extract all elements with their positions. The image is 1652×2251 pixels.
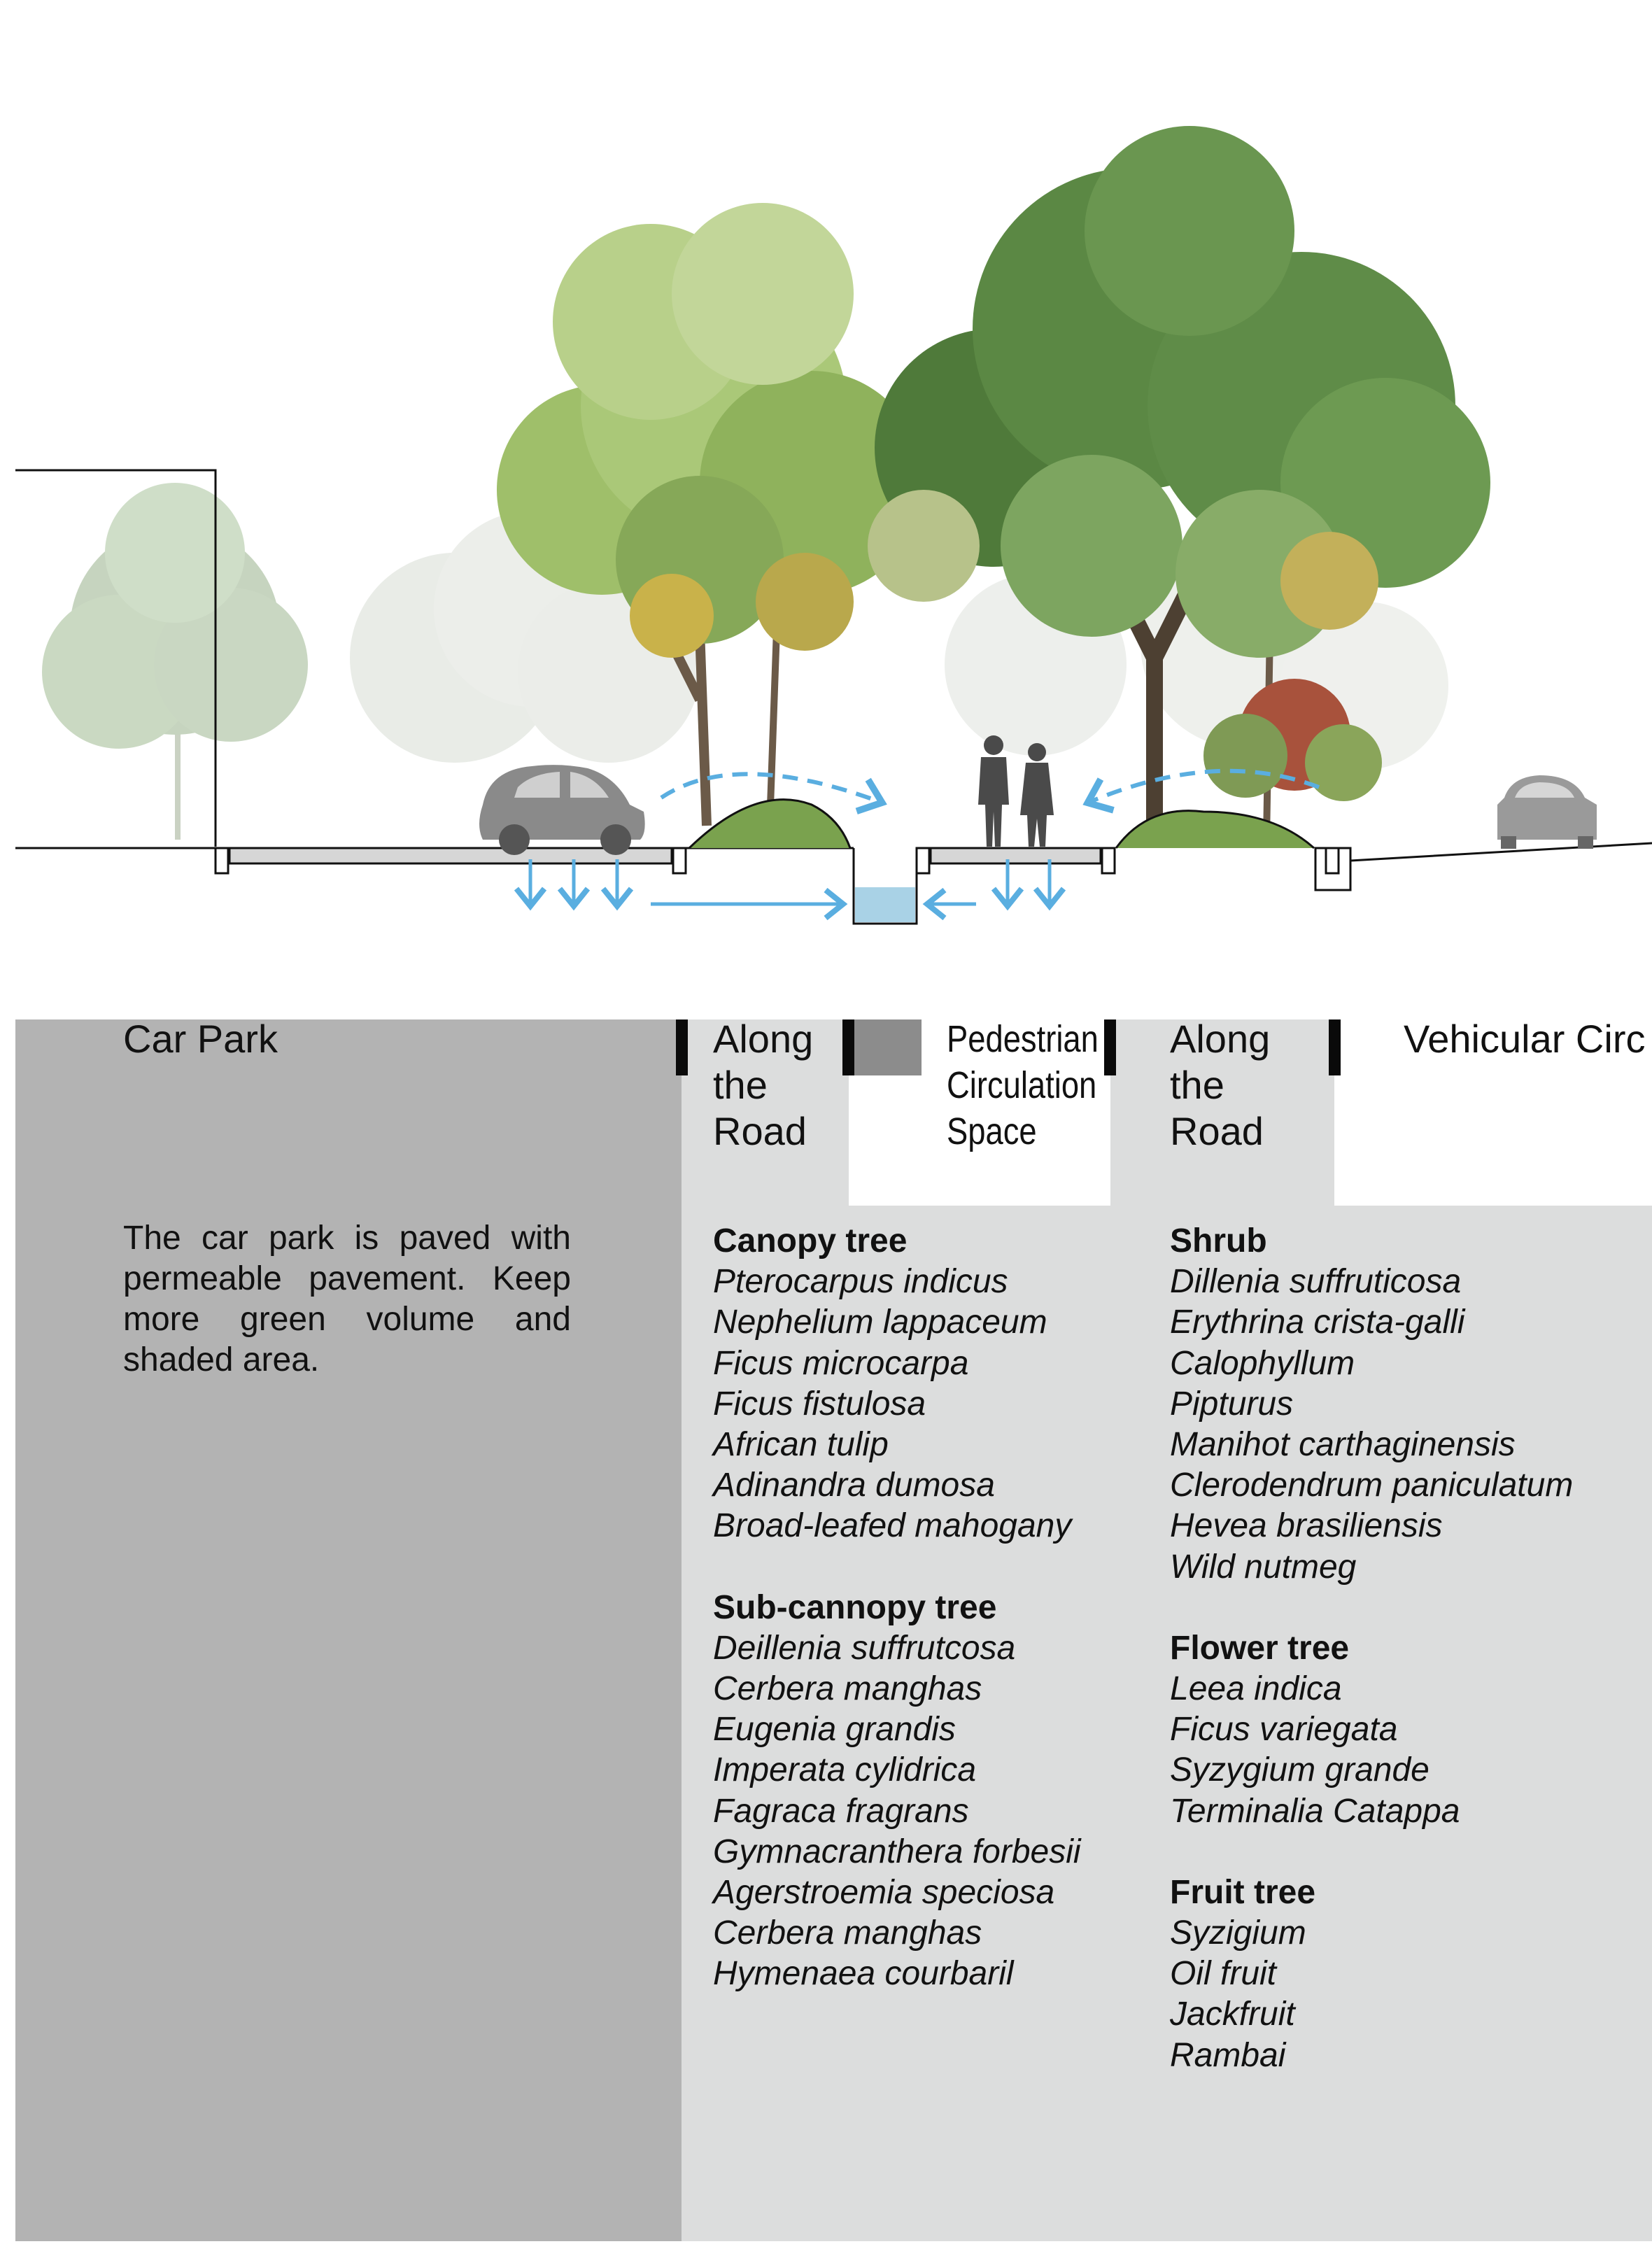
plant-species: Ficus microcarpa — [713, 1344, 969, 1382]
car-front-icon — [1497, 775, 1597, 849]
plant-group — [1170, 1872, 1573, 2076]
plant-species: Adinandra dumosa — [713, 1467, 995, 1504]
zone-label-line: Road — [1170, 1109, 1264, 1153]
plant-list-left — [713, 1221, 1081, 2035]
plant-group-title: Canopy tree — [713, 1222, 908, 1259]
plant-species: Terminalia Catappa — [1170, 1792, 1460, 1830]
plant-species: Calophyllum — [1170, 1344, 1355, 1382]
zone-divider — [1329, 1019, 1341, 1075]
plant-species-list — [1170, 1262, 1573, 1588]
plant-group-title: Shrub — [1170, 1222, 1267, 1259]
zone-label-line: Space — [947, 1110, 1037, 1152]
zone-label-pedestrian — [947, 1016, 1099, 1155]
zone-label-line: Along — [713, 1017, 814, 1061]
plant-species: Wild nutmeg — [1170, 1548, 1357, 1586]
pedestrian-swatch — [854, 1019, 922, 1075]
zone-divider — [842, 1019, 854, 1075]
plant-species-list — [713, 1628, 1081, 1995]
plant-species: Pipturus — [1170, 1385, 1294, 1423]
zone-label-line: Circulation — [947, 1064, 1097, 1106]
plant-species: Oil fruit — [1170, 1955, 1277, 1993]
plant-species: Cerbera manghas — [713, 1670, 982, 1708]
plant-species-list — [1170, 1669, 1573, 1832]
zone-label-line: Along — [1170, 1017, 1271, 1061]
plant-group-title: Sub-cannopy tree — [713, 1588, 997, 1626]
zone-label-vehicular: Vehicular Circ — [1404, 1017, 1646, 1061]
plant-species: Ficus variegata — [1170, 1711, 1398, 1749]
plant-group — [713, 1221, 1081, 1547]
plant-species: Syzygium grande — [1170, 1751, 1429, 1789]
street-section-illustration — [0, 0, 1652, 966]
car-park-description: The car park is paved with permeable pavement. Keep more green volume and shaded area. — [123, 1220, 571, 1378]
drainage-water — [855, 887, 915, 922]
plant-species: Rambai — [1170, 2036, 1286, 2074]
plant-species: Cerbera manghas — [713, 1914, 982, 1952]
plant-species: Hymenaea courbaril — [713, 1955, 1014, 1993]
plant-species: Deillenia suffrutcosa — [713, 1629, 1016, 1667]
plant-species: Pterocarpus indicus — [713, 1263, 1008, 1301]
planting-mound-left — [689, 800, 850, 848]
zone-label-line: Road — [713, 1109, 807, 1153]
planting-mound-right — [1116, 811, 1314, 848]
plant-species: Nephelium lappaceum — [713, 1304, 1047, 1341]
zone-label-line: the — [1170, 1063, 1224, 1107]
plant-group — [1170, 1628, 1573, 1832]
plant-species: Clerodendrum paniculatum — [1170, 1467, 1574, 1504]
plant-species-list — [713, 1262, 1081, 1546]
plant-species: Ficus fistulosa — [713, 1385, 926, 1423]
car-icon — [479, 765, 645, 855]
plant-group-title: Flower tree — [1170, 1629, 1350, 1667]
zone-divider — [1104, 1019, 1116, 1075]
zone-divider — [676, 1019, 688, 1075]
plant-species: Erythrina crista-galli — [1170, 1304, 1465, 1341]
plant-species: Eugenia grandis — [713, 1711, 956, 1749]
faded-tree-far-left — [42, 483, 308, 840]
zone-label-along-road-right — [1170, 1016, 1270, 1155]
plant-list-right — [1170, 1221, 1573, 2117]
plant-species: Jackfruit — [1170, 1996, 1295, 2033]
plant-group — [713, 1588, 1081, 1995]
plant-species: Leea indica — [1170, 1670, 1342, 1708]
car-park-panel — [15, 1019, 682, 2241]
plant-species: Broad-leafed mahogany — [713, 1507, 1072, 1545]
plant-species: Gymnacranthera forbesii — [713, 1833, 1081, 1870]
zone-label-along-road-left — [713, 1016, 813, 1155]
plant-species: African tulip — [713, 1426, 889, 1464]
plant-group — [1170, 1221, 1573, 1588]
plant-species: Syzigium — [1170, 1914, 1306, 1952]
plant-species: Hevea brasiliensis — [1170, 1507, 1443, 1545]
plant-species: Imperata cylidrica — [713, 1751, 977, 1789]
zone-label-line: the — [713, 1063, 768, 1107]
plant-species: Fagraca fragrans — [713, 1792, 969, 1830]
vehicular-label-clip — [1404, 1016, 1652, 1072]
plant-group-title: Fruit tree — [1170, 1873, 1316, 1911]
plant-species-list — [1170, 1913, 1573, 2076]
plant-species: Agerstroemia speciosa — [713, 1874, 1055, 1912]
plant-species: Dillenia suffruticosa — [1170, 1263, 1462, 1301]
plant-species: Manihot carthaginensis — [1170, 1426, 1516, 1464]
zone-label-car-park: Car Park — [123, 1017, 278, 1061]
zone-label-line: Pedestrian — [947, 1018, 1099, 1060]
infiltration-arrows — [530, 859, 1050, 903]
pedestrian-paving — [931, 848, 1101, 863]
